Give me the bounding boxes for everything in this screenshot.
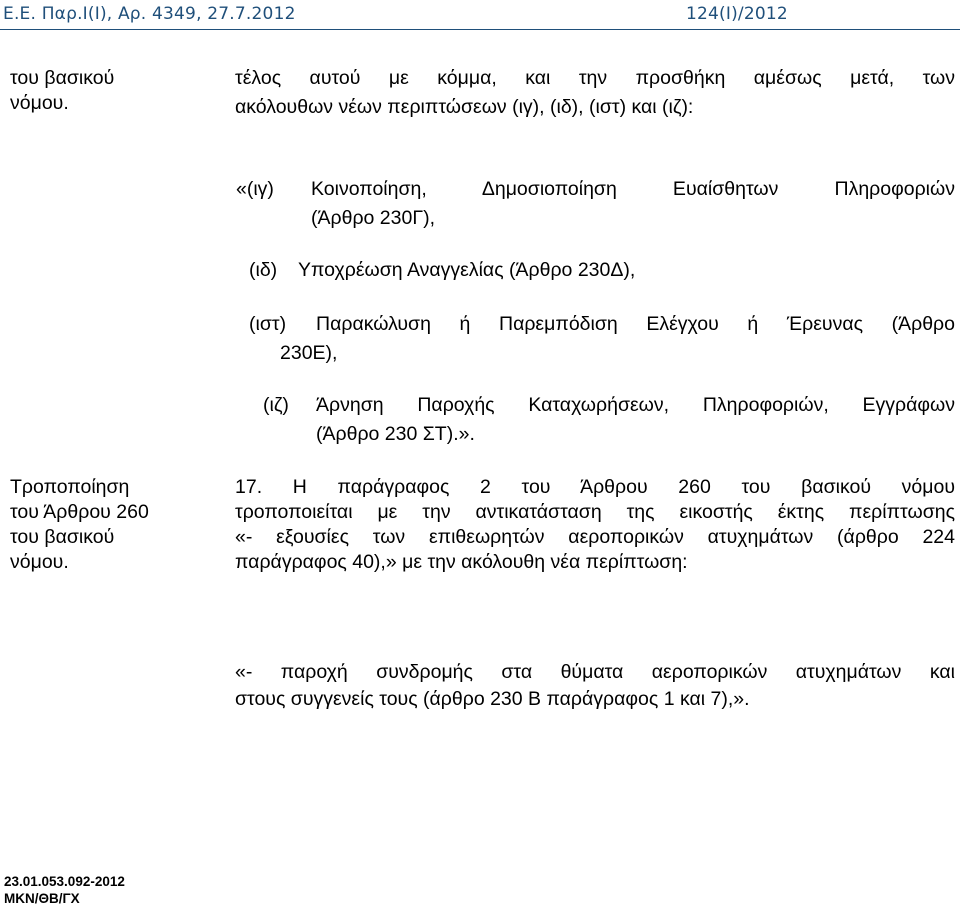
item-iz-line-2: (Άρθρο 230 ΣΤ).». [316,423,475,445]
item-ist-line-1: Παρακώλυση ή Παρεμπόδιση Ελέγχου ή Έρευνας (Άρθρο [316,313,955,335]
quote-line-1: «- παροχή συνδρομής στα θύματα αεροπορικών ατυχημάτων και [235,661,955,683]
footer-doc-code: 23.01.053.092-2012 [4,874,125,889]
margin-note-line: του Άρθρου 260 [10,501,149,523]
item-label-id: (ιδ) [249,259,278,281]
margin-note-amendment-260 [10,475,210,575]
item-ist-line-2: 230Ε), [280,342,338,364]
header-rule [0,29,960,30]
item-iz-line-1: Άρνηση Παροχής Καταχωρήσεων, Πληροφοριών, Εγγράφων [316,394,955,416]
page-header [0,0,960,30]
margin-note-line: του βασικού [10,526,115,548]
intro-line-2: ακόλουθων νέων περιπτώσεων (ιγ), (ιδ), (ιστ) και (ιζ): [235,96,694,118]
item-id-line-1: Υποχρέωση Αναγγελίας (Άρθρο 230Δ), [298,259,636,281]
item-ig-line-1: Κοινοποίηση, Δημοσιοποίηση Ευαίσθητων Πληροφοριών [311,178,955,200]
item-label-ist: (ιστ) [249,313,287,335]
paragraph-17-line-1: 17. Η παράγραφος 2 του Άρθρου 260 του βασικού νόμου [235,476,955,498]
footer-initials: ΜΚΝ/ΘΒ/ΓΧ [4,891,80,906]
margin-note-line: νόμου. [10,551,69,573]
item-ig-line-2: (Άρθρο 230Γ), [311,207,435,229]
intro-line-1: τέλος αυτού με κόμμα, και την προσθήκη αμέσως μετά, των [235,67,955,89]
law-number: 124(Ι)/2012 [686,4,788,24]
paragraph-17-line-2: τροποποιείται με την αντικατάσταση της εικοστής έκτης περίπτωσης [235,501,955,523]
paragraph-17-line-4: παράγραφος 40),» με την ακόλουθη νέα περίπτωση: [235,551,688,573]
item-label-ig: «(ιγ) [236,178,274,200]
gazette-reference: Ε.Ε. Παρ.Ι(Ι), Αρ. 4349, 27.7.2012 [3,4,296,24]
margin-note-line: Τροποποίηση [10,476,130,498]
margin-note-basic-law [10,66,210,116]
item-label-iz: (ιζ) [263,394,289,416]
quote-line-2: στους συγγενείς τους (άρθρο 230 Β παράγραφος 1 και 7),». [235,688,750,710]
paragraph-17-line-3: «- εξουσίες των επιθεωρητών αεροπορικών ατυχημάτων (άρθρο 224 [235,526,955,548]
margin-note-line: του βασικού [10,67,115,89]
margin-note-line: νόμου. [10,92,69,114]
